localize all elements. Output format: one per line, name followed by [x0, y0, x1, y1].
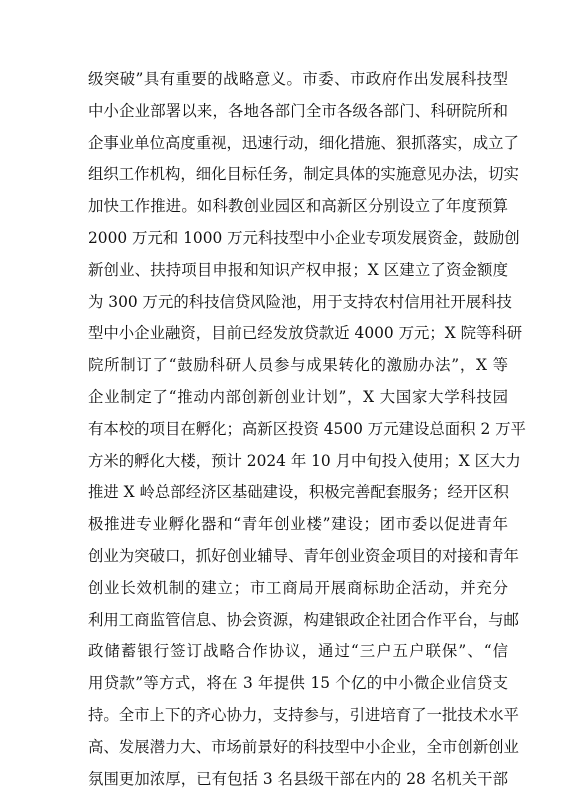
text-line: 极推进专业孵化器和“青年创业楼”建设；团市委以促进青年 [88, 515, 508, 534]
text-line: 有本校的项目在孵化；高新区投资 4500 万元建设总面积 2 万平 [88, 419, 526, 438]
text-line: 为 300 万元的科技信贷风险池，用于支持农村信用社开展科技 [88, 292, 512, 311]
text-line: 中小企业部署以来，各地各部门全市各级各部门、科研院所和 [88, 101, 508, 120]
text-line: 推进 X 岭总部经济区基础建设，积极完善配套服务；经开区积 [88, 483, 509, 502]
text-line: 创业长效机制的建立；市工商局开展商标助企活动，并充分 [88, 578, 508, 597]
text-line: 政储蓄银行签订战略合作协议，通过“三户五户联保”、“信 [88, 642, 508, 661]
text-line: 型中小企业融资，目前已经发放贷款近 4000 万元；X 院等科研 [88, 324, 523, 343]
text-line: 院所制订了“鼓励科研人员参与成果转化的激励办法”，X 等 [88, 356, 508, 375]
text-line: 组织工作机构，细化目标任务，制定具体的实施意见办法，切实 [88, 165, 519, 184]
text-line: 级突破”具有重要的战略意义。市委、市政府作出发展科技型 [88, 70, 508, 88]
text-line: 新创业、扶持项目申报和知识产权申报；X 区建立了资金额度 [88, 260, 508, 279]
text-line: 企事业单位高度重视，迅速行动，细化措施、狠抓落实，成立了 [88, 133, 519, 152]
body-paragraph [88, 64, 526, 795]
text-line: 利用工商监管信息、协会资源，构建银政企社团合作平台，与邮 [88, 610, 519, 629]
text-line: 氛围更加浓厚，已有包括 3 名县级干部在内的 28 名机关干部 [88, 769, 508, 788]
text-line: 持。全市上下的齐心协力，支持参与，引进培育了一批技术水平 [88, 705, 519, 724]
text-line: 2000 万元和 1000 万元科技型中小企业专项发展资金，鼓励创 [88, 228, 520, 247]
text-line: 企业制定了“推动内部创新创业计划”，X 大国家大学科技园 [88, 387, 508, 406]
text-line: 创业为突破口，抓好创业辅导、青年创业资金项目的对接和青年 [88, 546, 519, 565]
text-line: 加快工作推进。如科教创业园区和高新区分别设立了年度预算 [88, 197, 508, 216]
text-line: 用贷款”等方式，将在 3 年提供 15 个亿的中小微企业信贷支 [88, 674, 508, 693]
text-line: 方米的孵化大楼，预计 2024 年 10 月中旬投入使用；X 区大力 [88, 451, 521, 470]
text-line: 高、发展潜力大、市场前景好的科技型中小企业，全市创新创业 [88, 737, 519, 756]
